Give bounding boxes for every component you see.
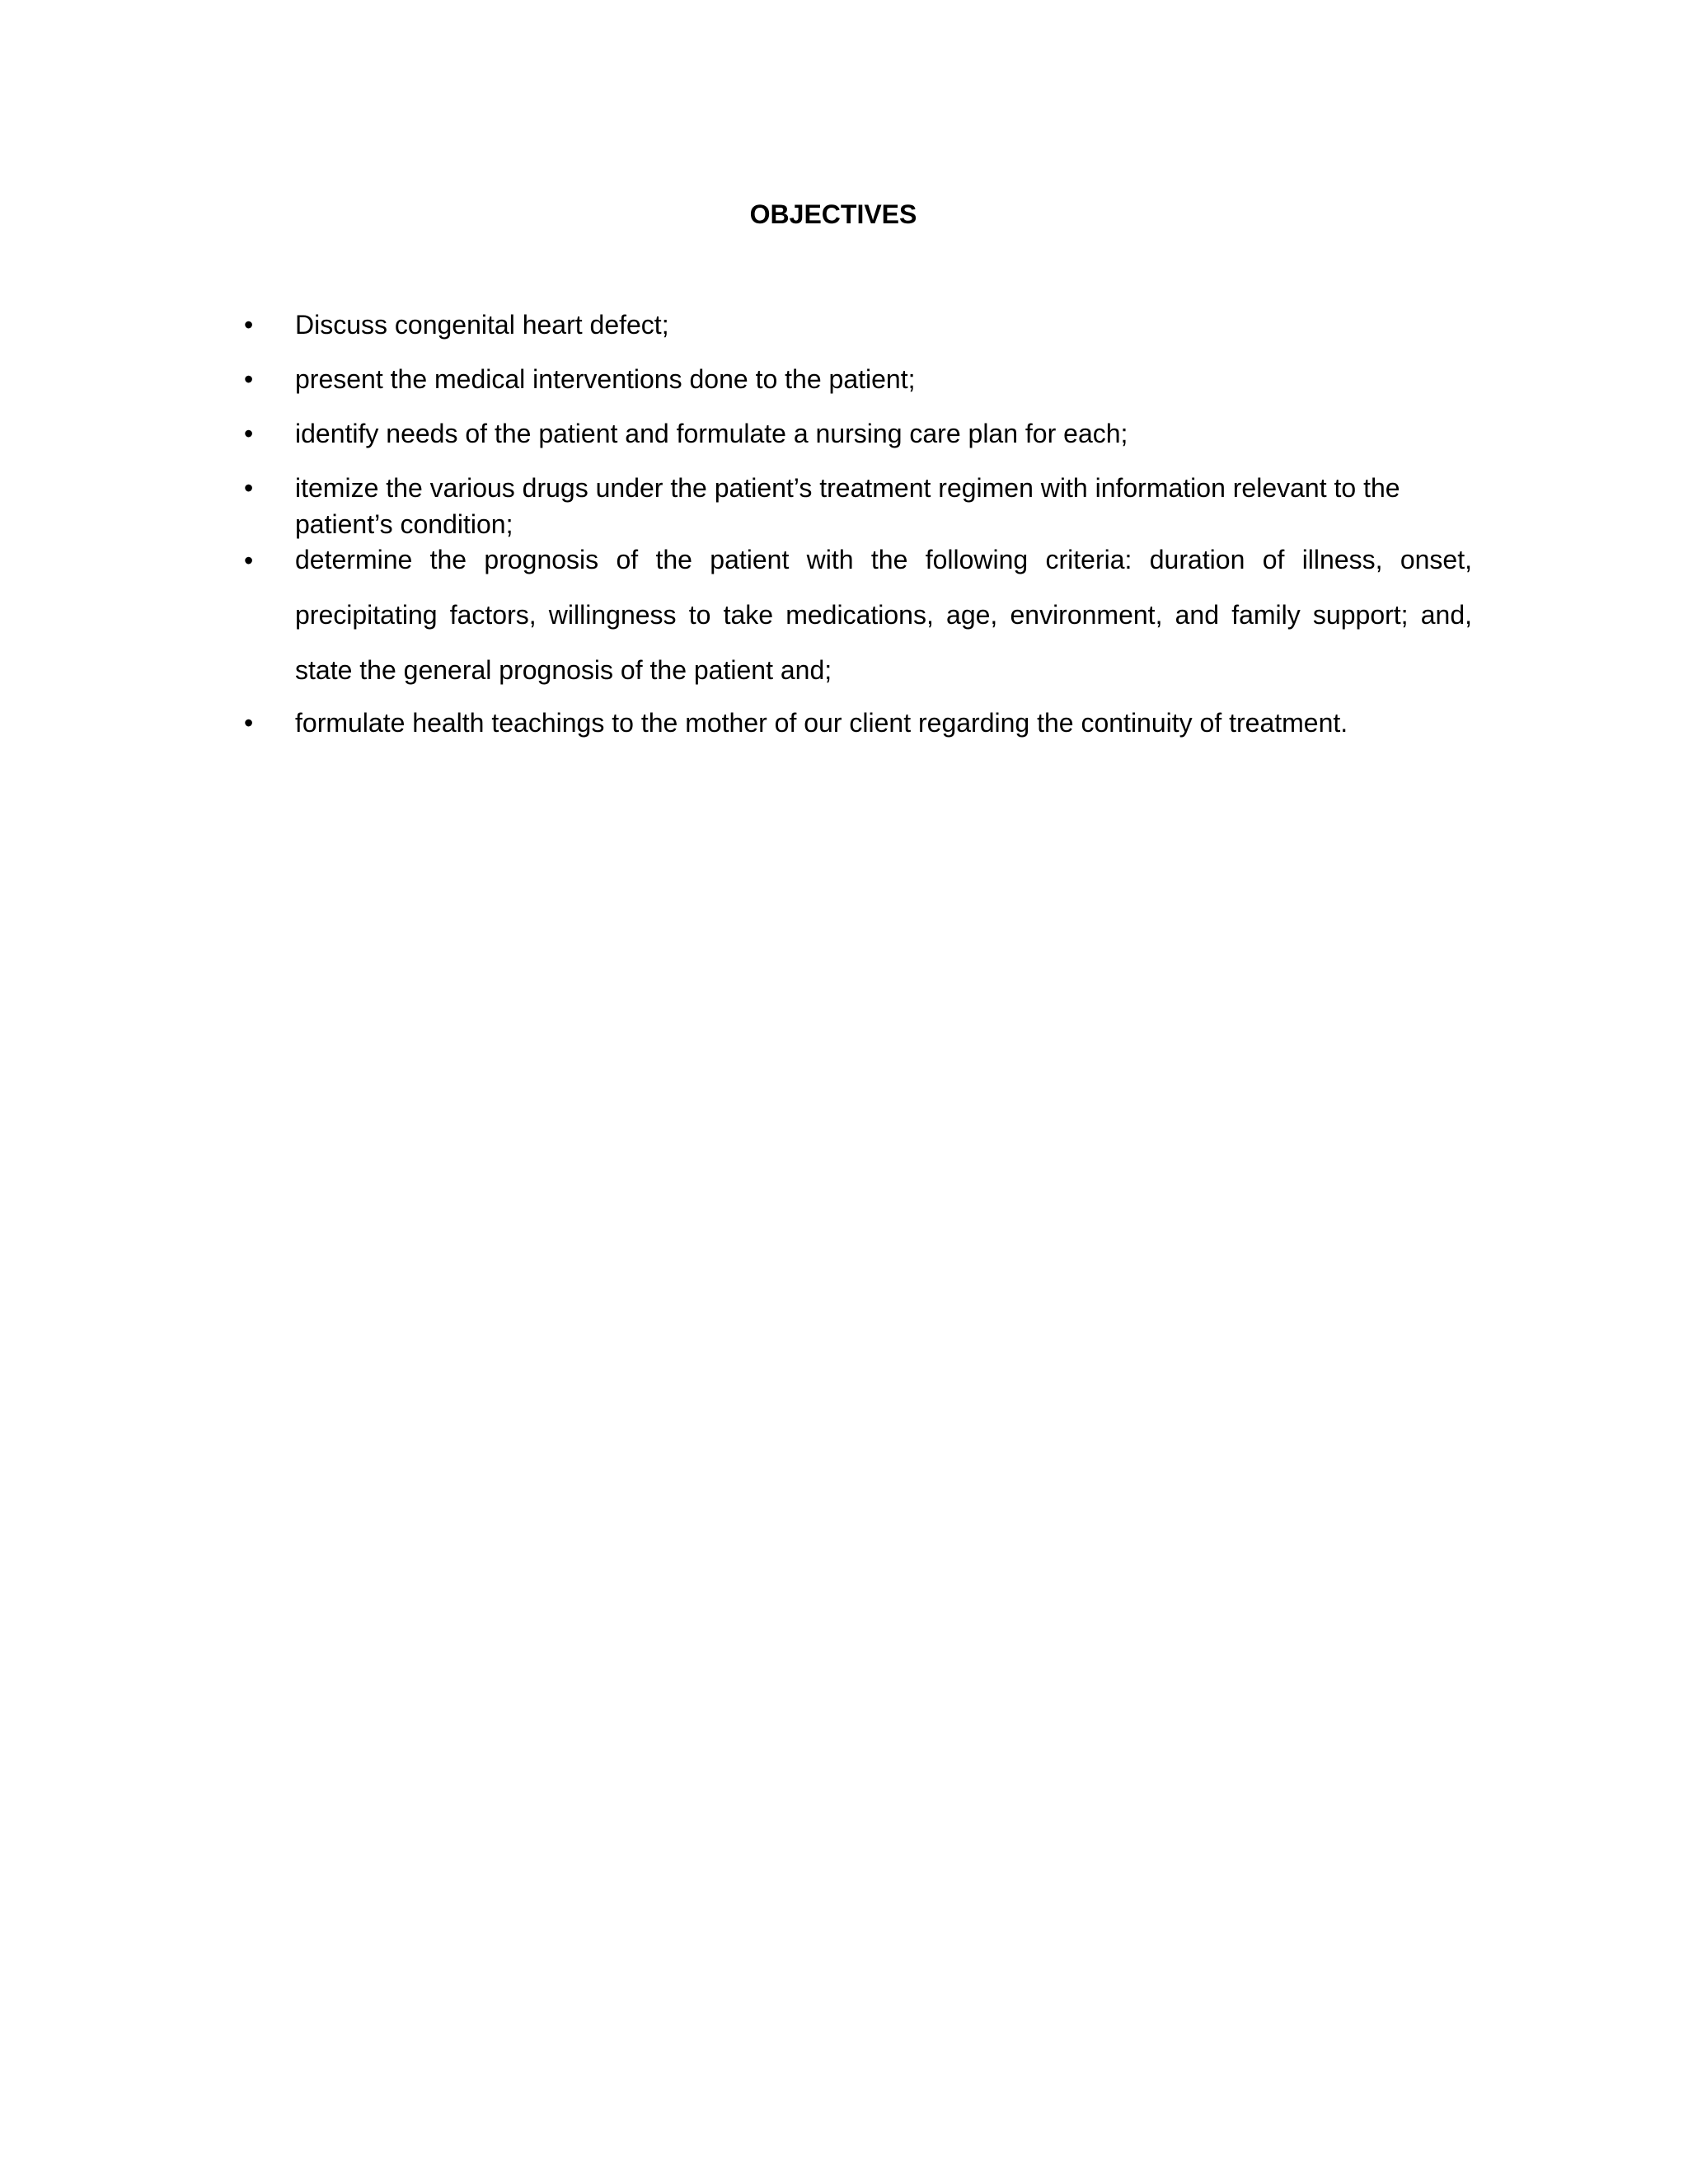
bullet-icon: • [244, 546, 254, 575]
objective-text: determine the prognosis of the patient with the following criteria: duration of illness, onset, precipitating factors, willingness to take medications, age, environment, and family support; and, state the general prognosis of the patient and; [295, 545, 1472, 685]
objectives-list [244, 307, 1472, 741]
bullet-icon: • [244, 419, 254, 448]
list-item [244, 415, 1472, 452]
list-item [244, 470, 1472, 542]
list-item [244, 532, 1472, 698]
list-item [244, 361, 1472, 397]
objective-text: identify needs of the patient and formulate a nursing care plan for each; [295, 419, 1128, 448]
page-title: OBJECTIVES [749, 199, 917, 229]
objective-text: itemize the various drugs under the patient’s treatment regimen with information relevant to the patient’s condition; [295, 473, 1400, 539]
objective-text: formulate health teachings to the mother of our client regarding the continuity of treatment. [295, 708, 1348, 738]
list-item [244, 307, 1472, 343]
bullet-icon: • [244, 473, 254, 503]
bullet-icon: • [244, 364, 254, 394]
bullet-icon: • [244, 310, 254, 340]
objective-text: Discuss congenital heart defect; [295, 310, 669, 340]
list-item [244, 705, 1472, 741]
objective-text: present the medical interventions done to the patient; [295, 364, 916, 394]
bullet-icon: • [244, 708, 254, 738]
